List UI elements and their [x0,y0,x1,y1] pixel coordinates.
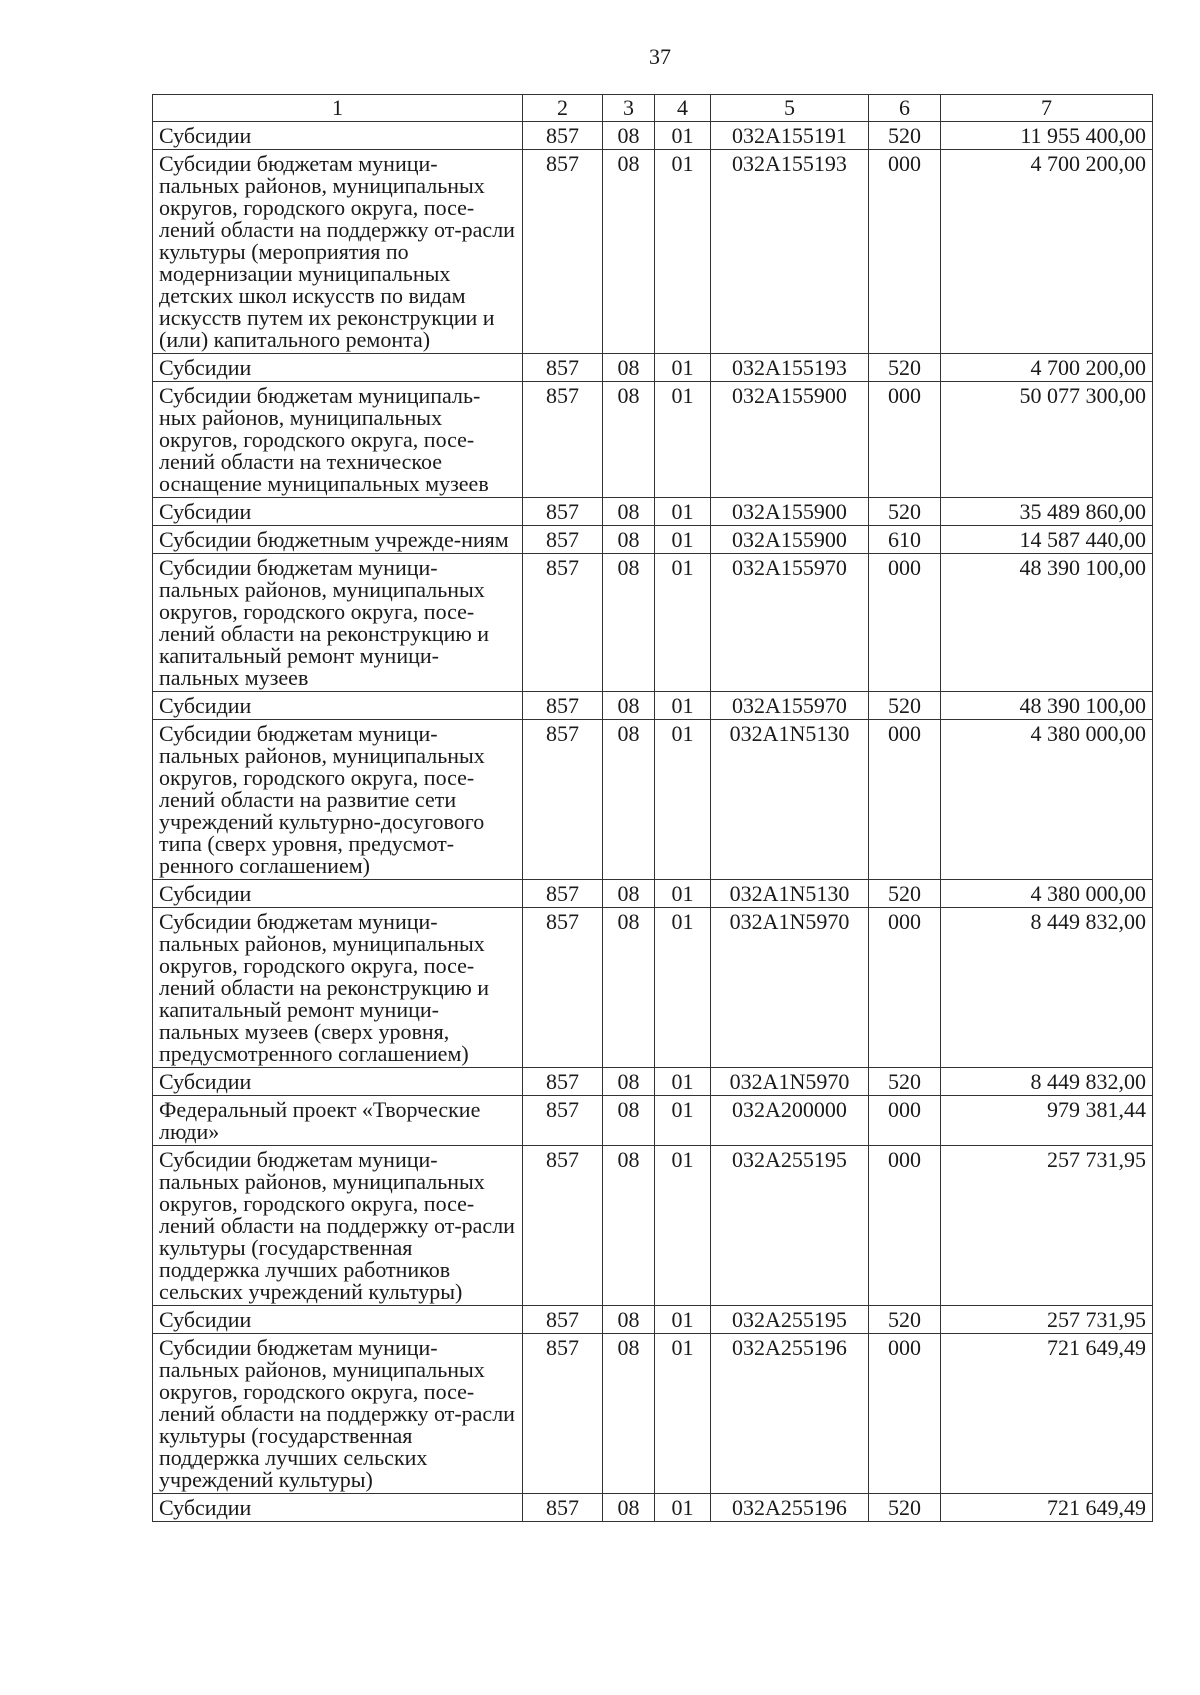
table-row [153,1096,1153,1146]
section-code: 08 [603,150,655,354]
target-article-code: 032А200000 [711,1096,869,1146]
amount: 257 731,95 [941,1306,1153,1334]
section-code: 08 [603,554,655,692]
table-row [153,1146,1153,1306]
section-code: 08 [603,382,655,498]
item-name: Субсидии бюджетам муници-пальных районов, муниципальных округов, городского округа, посе-лений области на поддержку от-расли культуры (государственная поддержка лучших сельских учреждений культуры) [153,1334,523,1494]
target-article-code: 032А155900 [711,382,869,498]
subsection-code: 01 [655,720,711,880]
section-code: 08 [603,1494,655,1522]
target-article-code: 032А155900 [711,526,869,554]
amount: 48 390 100,00 [941,554,1153,692]
expense-type-code: 520 [869,1306,941,1334]
item-name: Субсидии [153,498,523,526]
table-row [153,720,1153,880]
target-article-code: 032А155193 [711,150,869,354]
amount: 257 731,95 [941,1146,1153,1306]
amount: 4 380 000,00 [941,720,1153,880]
subsection-code: 01 [655,1306,711,1334]
section-code: 08 [603,720,655,880]
ministry-code: 857 [523,354,603,382]
target-article-code: 032А255195 [711,1146,869,1306]
table-row [153,1306,1153,1334]
table-row [153,554,1153,692]
amount: 4 380 000,00 [941,880,1153,908]
item-name: Субсидии бюджетам муници-пальных районов, муниципальных округов, городского округа, посе-лений области на поддержку от-расли культуры (мероприятия по модернизации муниципальных детских школ искусств по видам искусств путем их реконструкции и (или) капитального ремонта) [153,150,523,354]
ministry-code: 857 [523,692,603,720]
amount: 11 955 400,00 [941,122,1153,150]
item-name: Субсидии [153,1306,523,1334]
section-code: 08 [603,908,655,1068]
column-header: 2 [523,95,603,122]
expense-type-code: 520 [869,354,941,382]
item-name: Субсидии [153,1494,523,1522]
section-code: 08 [603,498,655,526]
subsection-code: 01 [655,1494,711,1522]
expense-type-code: 520 [869,1494,941,1522]
item-name: Субсидии [153,1068,523,1096]
item-name: Субсидии бюджетам муници-пальных районов, муниципальных округов, городского округа, посе-лений области на поддержку от-расли культуры (государственная поддержка лучших работников сельских учреждений культуры) [153,1146,523,1306]
target-article-code: 032А155900 [711,498,869,526]
amount: 50 077 300,00 [941,382,1153,498]
amount: 8 449 832,00 [941,1068,1153,1096]
column-header: 1 [153,95,523,122]
amount: 35 489 860,00 [941,498,1153,526]
ministry-code: 857 [523,554,603,692]
ministry-code: 857 [523,880,603,908]
subsection-code: 01 [655,908,711,1068]
subsection-code: 01 [655,150,711,354]
expense-type-code: 000 [869,1146,941,1306]
subsection-code: 01 [655,498,711,526]
expense-type-code: 520 [869,692,941,720]
column-header: 3 [603,95,655,122]
expense-type-code: 000 [869,382,941,498]
table-row [153,122,1153,150]
subsection-code: 01 [655,880,711,908]
table-row [153,880,1153,908]
subsection-code: 01 [655,354,711,382]
target-article-code: 032А155193 [711,354,869,382]
ministry-code: 857 [523,1334,603,1494]
amount: 721 649,49 [941,1334,1153,1494]
section-code: 08 [603,880,655,908]
ministry-code: 857 [523,1096,603,1146]
target-article-code: 032А1N5130 [711,720,869,880]
column-header: 4 [655,95,711,122]
ministry-code: 857 [523,498,603,526]
page-number: 37 [649,44,671,69]
target-article-code: 032А155970 [711,692,869,720]
target-article-code: 032А1N5130 [711,880,869,908]
subsection-code: 01 [655,526,711,554]
table-row [153,526,1153,554]
subsection-code: 01 [655,382,711,498]
expense-type-code: 520 [869,498,941,526]
item-name: Субсидии бюджетам муници-пальных районов, муниципальных округов, городского округа, посе-лений области на развитие сети учреждений культурно-досугового типа (сверх уровня, предусмот-ренного соглашением) [153,720,523,880]
column-header: 5 [711,95,869,122]
expense-type-code: 520 [869,880,941,908]
expense-type-code: 000 [869,1334,941,1494]
amount: 14 587 440,00 [941,526,1153,554]
ministry-code: 857 [523,1068,603,1096]
item-name: Субсидии бюджетным учрежде-ниям [153,526,523,554]
target-article-code: 032А1N5970 [711,1068,869,1096]
column-header: 7 [941,95,1153,122]
subsection-code: 01 [655,1146,711,1306]
table-row [153,382,1153,498]
table-row [153,908,1153,1068]
section-code: 08 [603,1096,655,1146]
amount: 979 381,44 [941,1096,1153,1146]
table-row [153,1068,1153,1096]
expense-type-code: 000 [869,1096,941,1146]
budget-table [152,94,1153,1522]
ministry-code: 857 [523,122,603,150]
target-article-code: 032А155191 [711,122,869,150]
subsection-code: 01 [655,1334,711,1494]
target-article-code: 032А255196 [711,1334,869,1494]
item-name: Субсидии бюджетам муници-пальных районов, муниципальных округов, городского округа, посе-лений области на реконструкцию и капитальный ремонт муници-пальных музеев [153,554,523,692]
target-article-code: 032А155970 [711,554,869,692]
section-code: 08 [603,692,655,720]
expense-type-code: 000 [869,554,941,692]
expense-type-code: 000 [869,720,941,880]
target-article-code: 032А255195 [711,1306,869,1334]
subsection-code: 01 [655,1096,711,1146]
expense-type-code: 520 [869,1068,941,1096]
item-name: Субсидии [153,692,523,720]
section-code: 08 [603,1068,655,1096]
table-row [153,150,1153,354]
section-code: 08 [603,354,655,382]
subsection-code: 01 [655,1068,711,1096]
target-article-code: 032А1N5970 [711,908,869,1068]
table-row [153,692,1153,720]
ministry-code: 857 [523,1494,603,1522]
table-row [153,1334,1153,1494]
item-name: Субсидии [153,880,523,908]
section-code: 08 [603,1146,655,1306]
target-article-code: 032А255196 [711,1494,869,1522]
expense-type-code: 000 [869,908,941,1068]
ministry-code: 857 [523,150,603,354]
header-row [153,95,1153,122]
item-name: Федеральный проект «Творческие люди» [153,1096,523,1146]
expense-type-code: 610 [869,526,941,554]
amount: 4 700 200,00 [941,150,1153,354]
table-row [153,354,1153,382]
expense-type-code: 000 [869,150,941,354]
item-name: Субсидии [153,354,523,382]
amount: 48 390 100,00 [941,692,1153,720]
expense-type-code: 520 [869,122,941,150]
table-row [153,1494,1153,1522]
item-name: Субсидии [153,122,523,150]
amount: 721 649,49 [941,1494,1153,1522]
item-name: Субсидии бюджетам муниципаль-ных районов, муниципальных округов, городского округа, посе-лений области на техническое оснащение муниципальных музеев [153,382,523,498]
section-code: 08 [603,1306,655,1334]
subsection-code: 01 [655,692,711,720]
ministry-code: 857 [523,720,603,880]
amount: 8 449 832,00 [941,908,1153,1068]
subsection-code: 01 [655,122,711,150]
section-code: 08 [603,122,655,150]
ministry-code: 857 [523,382,603,498]
table-row [153,498,1153,526]
subsection-code: 01 [655,554,711,692]
ministry-code: 857 [523,526,603,554]
ministry-code: 857 [523,908,603,1068]
column-header: 6 [869,95,941,122]
section-code: 08 [603,1334,655,1494]
amount: 4 700 200,00 [941,354,1153,382]
section-code: 08 [603,526,655,554]
ministry-code: 857 [523,1306,603,1334]
item-name: Субсидии бюджетам муници-пальных районов, муниципальных округов, городского округа, посе-лений области на реконструкцию и капитальный ремонт муници-пальных музеев (сверх уровня, предусмотренного соглашением) [153,908,523,1068]
ministry-code: 857 [523,1146,603,1306]
